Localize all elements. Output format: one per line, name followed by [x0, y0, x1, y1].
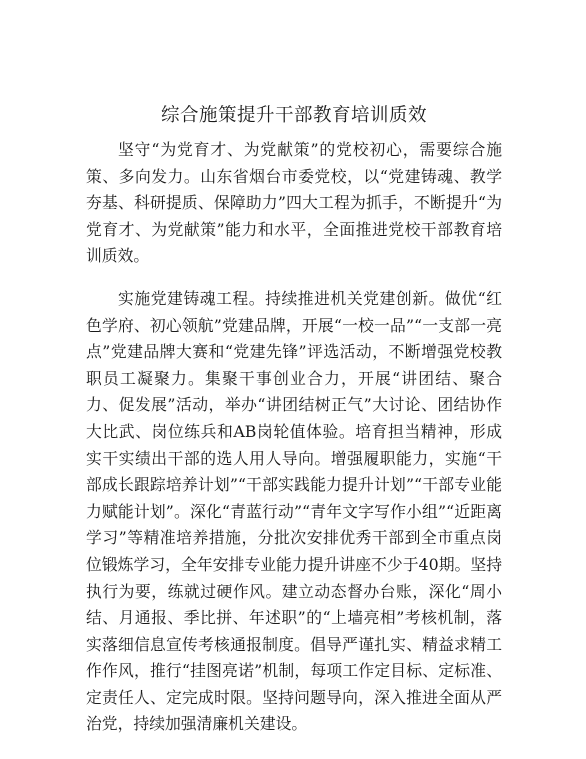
- paragraph-intro: 坚守“为党育才、为党献策”的党校初心，需要综合施策、多向发力。山东省烟台市委党校，以“党建铸魂、教学夯基、科研提质、保障助力”四大工程为抓手，不断提升“为党育才、为党献策”能力和水平，全面推进党校干部教育培训质效。: [86, 140, 502, 266]
- paragraph-party-building: 实施党建铸魂工程。持续推进机关党建创新。做优“红色学府、初心领航”党建品牌，开展“一校一品”“一支部一亮点”党建品牌大赛和“党建先锋”评选活动，不断增强党校教职员工凝聚力。集聚干事创业合力，开展“讲团结、聚合力、促发展”活动，举办“讲团结树正气”大讨论、团结协作大比武、岗位练兵和AB岗轮值体验。培育担当精神，形成实干实绩出干部的选人用人导向。增强履职能力，实施“干部成长跟踪培养计划”“干部实践能力提升计划”“干部专业能力赋能计划”。深化“青蓝行动”“青年文字写作小组”“近距离学习”等精准培养措施，分批次安排优秀干部到全市重点岗位锻炼学习，全年安排专业能力提升讲座不少于40期。坚持执行为要，练就过硬作风。建立动态督办台账，深化“周小结、月通报、季比拼、年述职”的“上墙亮相”考核机制，落实落细信息宣传考核通报制度。倡导严谨扎实、精益求精工作作风，推行“挂图亮诺”机制，每项工作定目标、定标准、定责任人、定完成时限。坚持问题导向，深入推进全面从严治党，持续加强清廉机关建设。: [86, 288, 502, 734]
- document-title: 综合施策提升干部教育培训质效: [160, 105, 427, 126]
